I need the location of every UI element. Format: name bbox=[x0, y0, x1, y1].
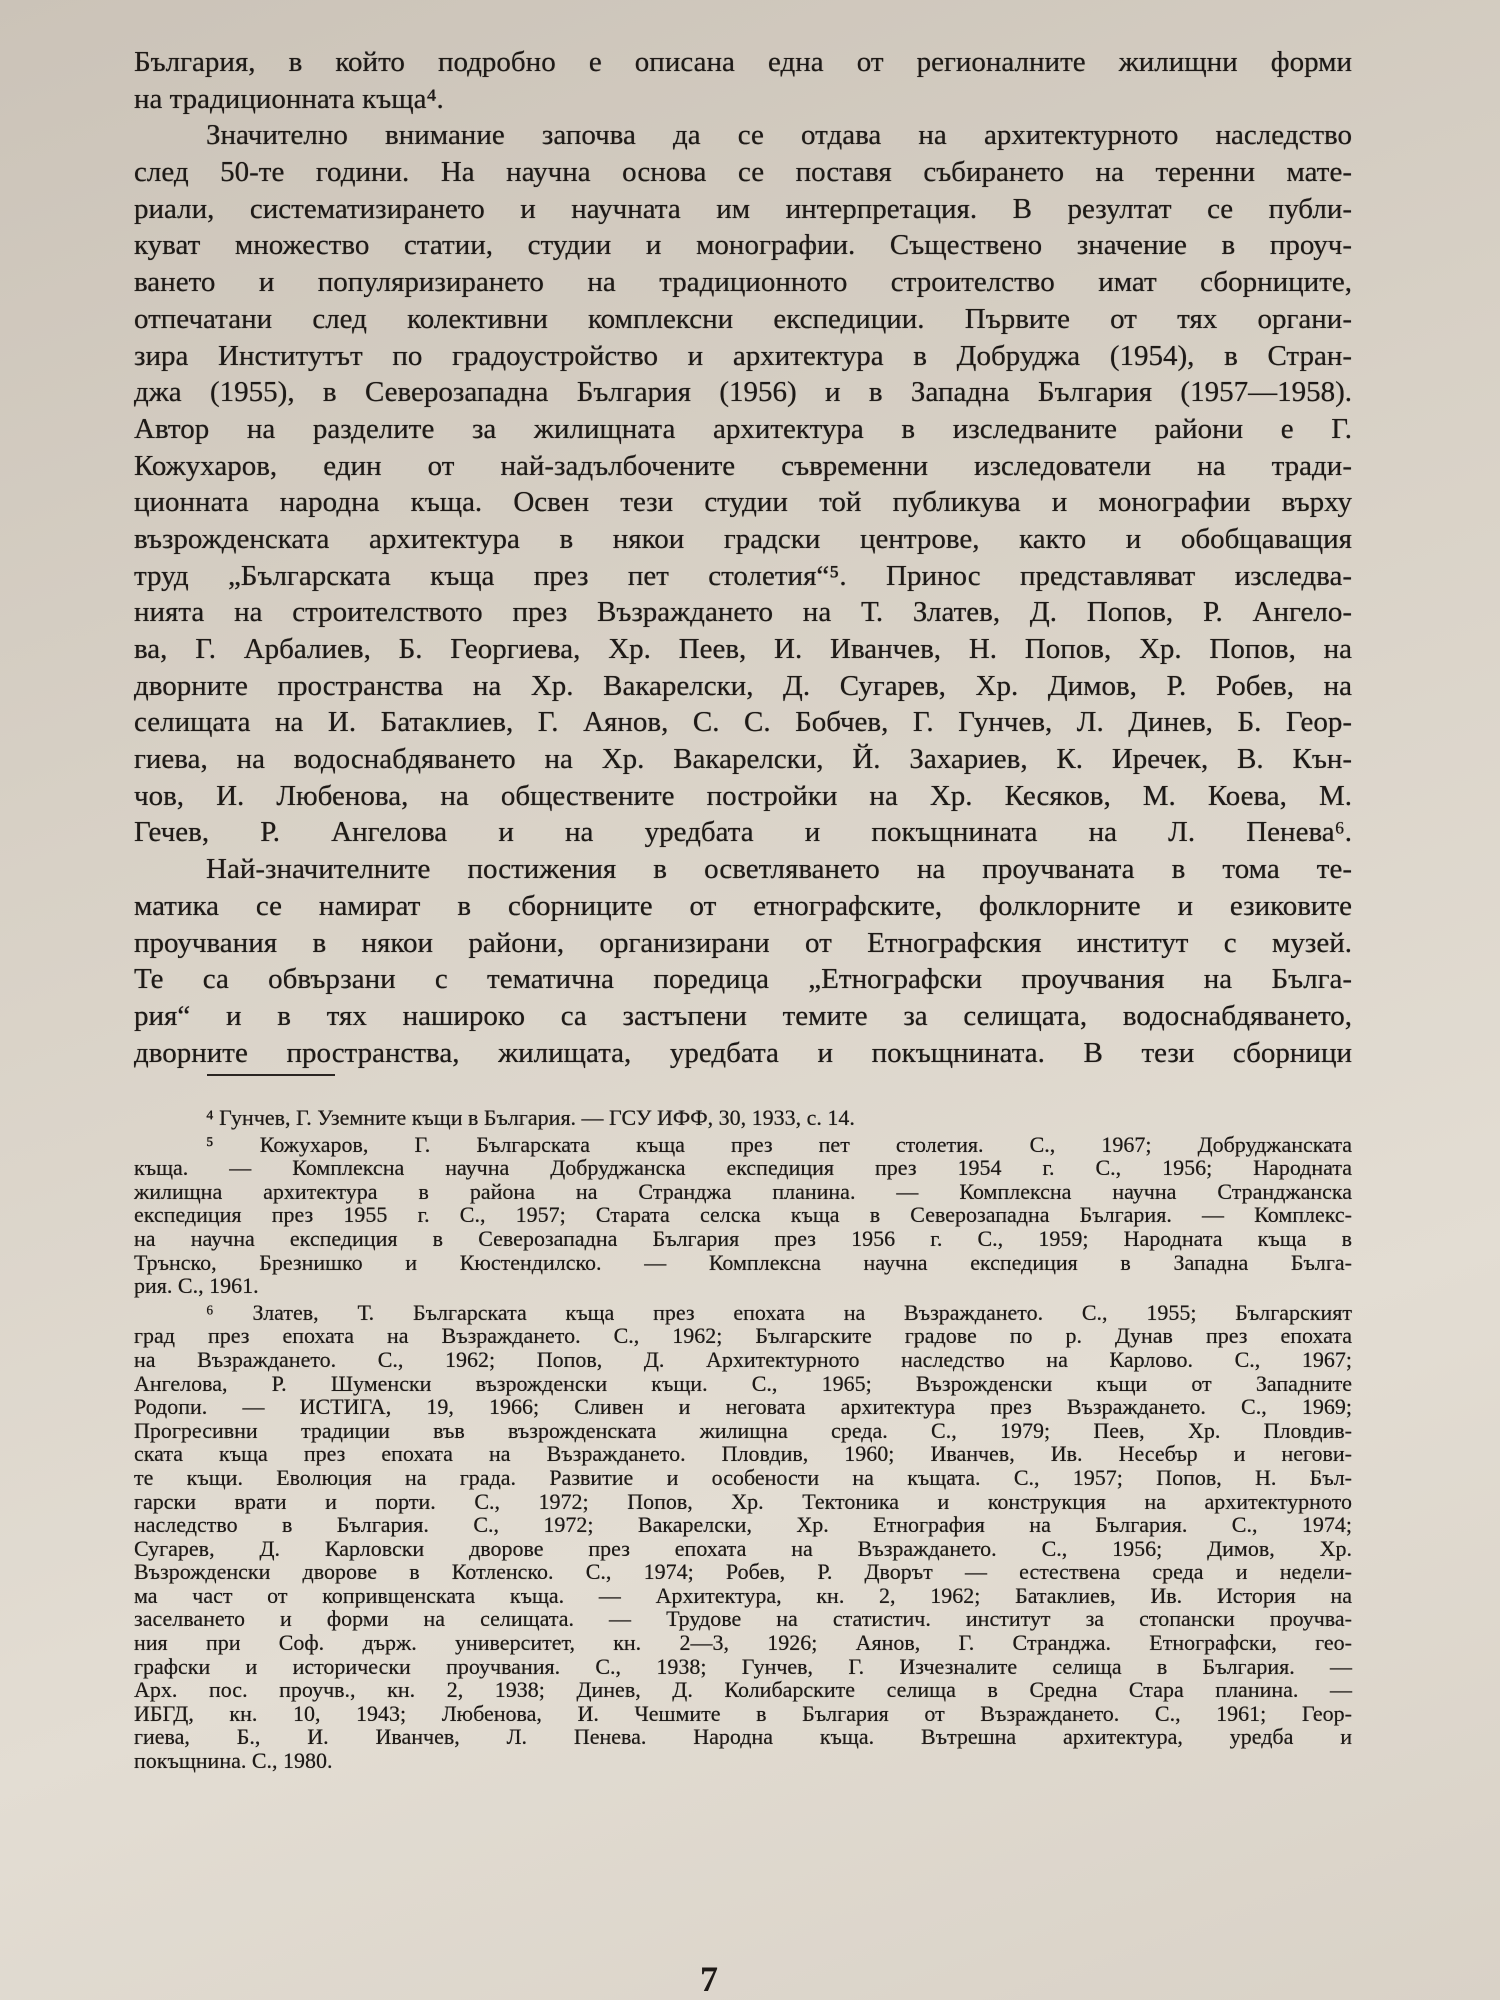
footnote-line: Прогресивни традиции във възрожденската жилищна среда. С., 1979; Пеев, Хр. Пловдив- bbox=[134, 1417, 1352, 1443]
text-line: възрожденската архитектура в някои градски центрове, както и обобщаващия bbox=[134, 522, 1352, 555]
text-line: Кожухаров, един от най-задълбочените съвременни изследователи на тради- bbox=[134, 449, 1352, 482]
body-text bbox=[134, 44, 1352, 1071]
text-line: дворните пространства на Хр. Вакарелски, Д. Сугарев, Хр. Димов, Р. Робев, на bbox=[134, 669, 1352, 702]
footnote-line: ската къща през епохата на Възраждането. Пловдив, 1960; Иванчев, Ив. Несебър и негови- bbox=[134, 1441, 1352, 1467]
footnote-line: на Възраждането. С., 1962; Попов, Д. Архитектурното наследство на Карлово. С., 1967; bbox=[134, 1346, 1352, 1372]
text-line: селищата на И. Батаклиев, Г. Аянов, С. С. Бобчев, Г. Гунчев, Л. Динев, Б. Геор- bbox=[134, 706, 1352, 739]
page-number: 7 bbox=[700, 1959, 718, 1999]
footnote-line: Арх. пос. проучв., кн. 2, 1938; Динев, Д. Колибарските селища в Средна Стара планина. — bbox=[134, 1677, 1352, 1703]
footnote-line: ния при Соф. държ. университет, кн. 2—3, 1926; Аянов, Г. Странджа. Етнографски, гео- bbox=[134, 1630, 1352, 1656]
text-line: зира Институтът по градоустройство и архитектура в Добруджа (1954), в Стран- bbox=[134, 339, 1352, 372]
text-line: джа (1955), в Северозападна България (1956) и в Западна България (1957—1958). bbox=[134, 376, 1352, 409]
footnote-line: те къщи. Еволюция на града. Развитие и особености на къщата. С., 1957; Попов, Н. Бъл- bbox=[134, 1464, 1352, 1490]
text-line: Гечев, Р. Ангелова и на уредбата и покъщнината на Л. Пенева⁶. bbox=[134, 816, 1352, 849]
text-line: на традиционната къща⁴. bbox=[134, 82, 444, 115]
footnote-line: наследство в България. С., 1972; Вакарелски, Хр. Етнография на България. С., 1974; bbox=[134, 1512, 1352, 1538]
footnote-line: Ангелова, Р. Шуменски възрожденски къщи. С., 1965; Възрожденски къщи от Западните bbox=[134, 1370, 1352, 1396]
text-line: Значително внимание започва да се отдава на архитектурното наследство bbox=[206, 119, 1352, 152]
footnote-line: на научна експедиция в Северозападна България през 1956 г. С., 1959; Народната къща в bbox=[134, 1225, 1352, 1251]
text-line: Автор на разделите за жилищната архитектура в изследваните райони е Г. bbox=[134, 412, 1352, 445]
text-line: ването и популяризирането на традиционното строителство имат сборниците, bbox=[134, 266, 1352, 299]
footnote-line: жилищна архитектура в района на Странджа планина. — Комплексна научна Странджанска bbox=[134, 1178, 1352, 1204]
text-line: чов, И. Любенова, на обществените постройки на Хр. Кесяков, М. Коева, М. bbox=[134, 779, 1352, 812]
text-line: Те са обвързани с тематична поредица „Етнографски проучвания на Бълга- bbox=[134, 963, 1352, 996]
text-line: Най-значителните постижения в осветляването на проучваната в тома те- bbox=[206, 853, 1352, 886]
footnote-line: Сугарев, Д. Карловски дворове през епохата на Възраждането. С., 1956; Димов, Хр. bbox=[134, 1535, 1352, 1561]
text-line: гиева, на водоснабдяването на Хр. Вакарелски, Й. Захариев, К. Иречек, В. Кън- bbox=[134, 743, 1352, 776]
footnote-line: гиева, Б., И. Иванчев, Л. Пенева. Народна къща. Вътрешна архитектура, уредба и bbox=[134, 1724, 1352, 1750]
text-line: България, в който подробно е описана една от регионалните жилищни форми bbox=[134, 46, 1352, 78]
text-line: отпечатани след колективни комплексни експедиции. Първите от тях органи- bbox=[134, 302, 1352, 335]
footnote-line: Родопи. — ИСТИГА, 19, 1966; Сливен и неговата архитектура през Възраждането. С., 1969; bbox=[134, 1394, 1352, 1420]
footnote-line: гарски врати и порти. С., 1972; Попов, Хр. Тектоника и конструкция на архитектурното bbox=[134, 1488, 1352, 1514]
text-line: ва, Г. Арбалиев, Б. Георгиева, Хр. Пеев, И. Иванчев, Н. Попов, Хр. Попов, на bbox=[134, 633, 1352, 665]
footnote-line: заселването и форми на селищата. — Трудове на статистич. институт за стопански проучва- bbox=[134, 1606, 1352, 1632]
footnote-line: експедиция през 1955 г. С., 1957; Старата селска къща в Северозападна България. — Комплекс- bbox=[134, 1202, 1352, 1228]
footnote-line: ма част от копривщенската къща. — Архитектура, кн. 2, 1962; Батаклиев, Ив. История на bbox=[134, 1582, 1352, 1608]
footnote-line: град през епохата на Възраждането. С., 1962; Българските градове по р. Дунав през епохата bbox=[134, 1323, 1352, 1349]
text-line: ционната народна къща. Освен тези студии той публикува и монографии върху bbox=[134, 486, 1352, 519]
text-line: риали, систематизирането и научната им интерпретация. В резултат се публи- bbox=[134, 192, 1352, 225]
footnote-line: ⁵ Кожухаров, Г. Българската къща през пет столетия. С., 1967; Добруджанската bbox=[206, 1131, 1352, 1157]
text-line: рия“ и в тях нашироко са застъпени темите за селищата, водоснабдяването, bbox=[134, 999, 1352, 1032]
footnote-line: графски и исторически проучвания. С., 1938; Гунчев, Г. Изчезналите селища в България. — bbox=[134, 1653, 1352, 1679]
text-line: матика се намират в сборниците от етнографските, фолклорните и езиковите bbox=[134, 889, 1352, 922]
footnote-line: ⁴ Гунчев, Г. Уземните къщи в България. — ГСУ ИФФ, 30, 1933, с. 14. bbox=[206, 1105, 855, 1130]
text-line: след 50-те години. На научна основа се поставя събирането на теренни мате- bbox=[134, 156, 1352, 189]
text-line: куват множество статии, студии и монографии. Съществено значение в проуч- bbox=[134, 229, 1352, 262]
footnotes bbox=[134, 1106, 1352, 1773]
footnote-line: Възрожденски дворове в Котленско. С., 1974; Робев, Р. Дворът — естествена среда и недели- bbox=[134, 1559, 1352, 1585]
footnote-line: ИБГД, кн. 10, 1943; Любенова, И. Чешмите в България от Възраждането. С., 1961; Геор- bbox=[134, 1700, 1352, 1726]
text-line: дворните пространства, жилищата, уредбата и покъщнината. В тези сборници bbox=[134, 1036, 1352, 1069]
footnote-line: Трънско, Брезнишко и Кюстендилско. — Комплексна научна експедиция в Западна Бълга- bbox=[134, 1249, 1352, 1275]
footnote-line: покъщнина. С., 1980. bbox=[134, 1748, 333, 1774]
text-line: нията на строителството през Възраждането на Т. Златев, Д. Попов, Р. Ангело- bbox=[134, 596, 1352, 629]
text-line: проучвания в някои райони, организирани от Етнографския институт с музей. bbox=[134, 926, 1352, 959]
text-line: труд „Българската къща през пет столетия“⁵. Принос представляват изследва- bbox=[134, 559, 1352, 592]
footnote-divider bbox=[207, 1074, 335, 1076]
footnote-line: ⁶ Златев, Т. Българската къща през епохата на Възраждането. С., 1955; Българският bbox=[206, 1299, 1352, 1325]
footnote-line: къща. — Комплексна научна Добруджанска експедиция през 1954 г. С., 1956; Народната bbox=[134, 1155, 1352, 1181]
footnote-line: рия. С., 1961. bbox=[134, 1273, 259, 1299]
